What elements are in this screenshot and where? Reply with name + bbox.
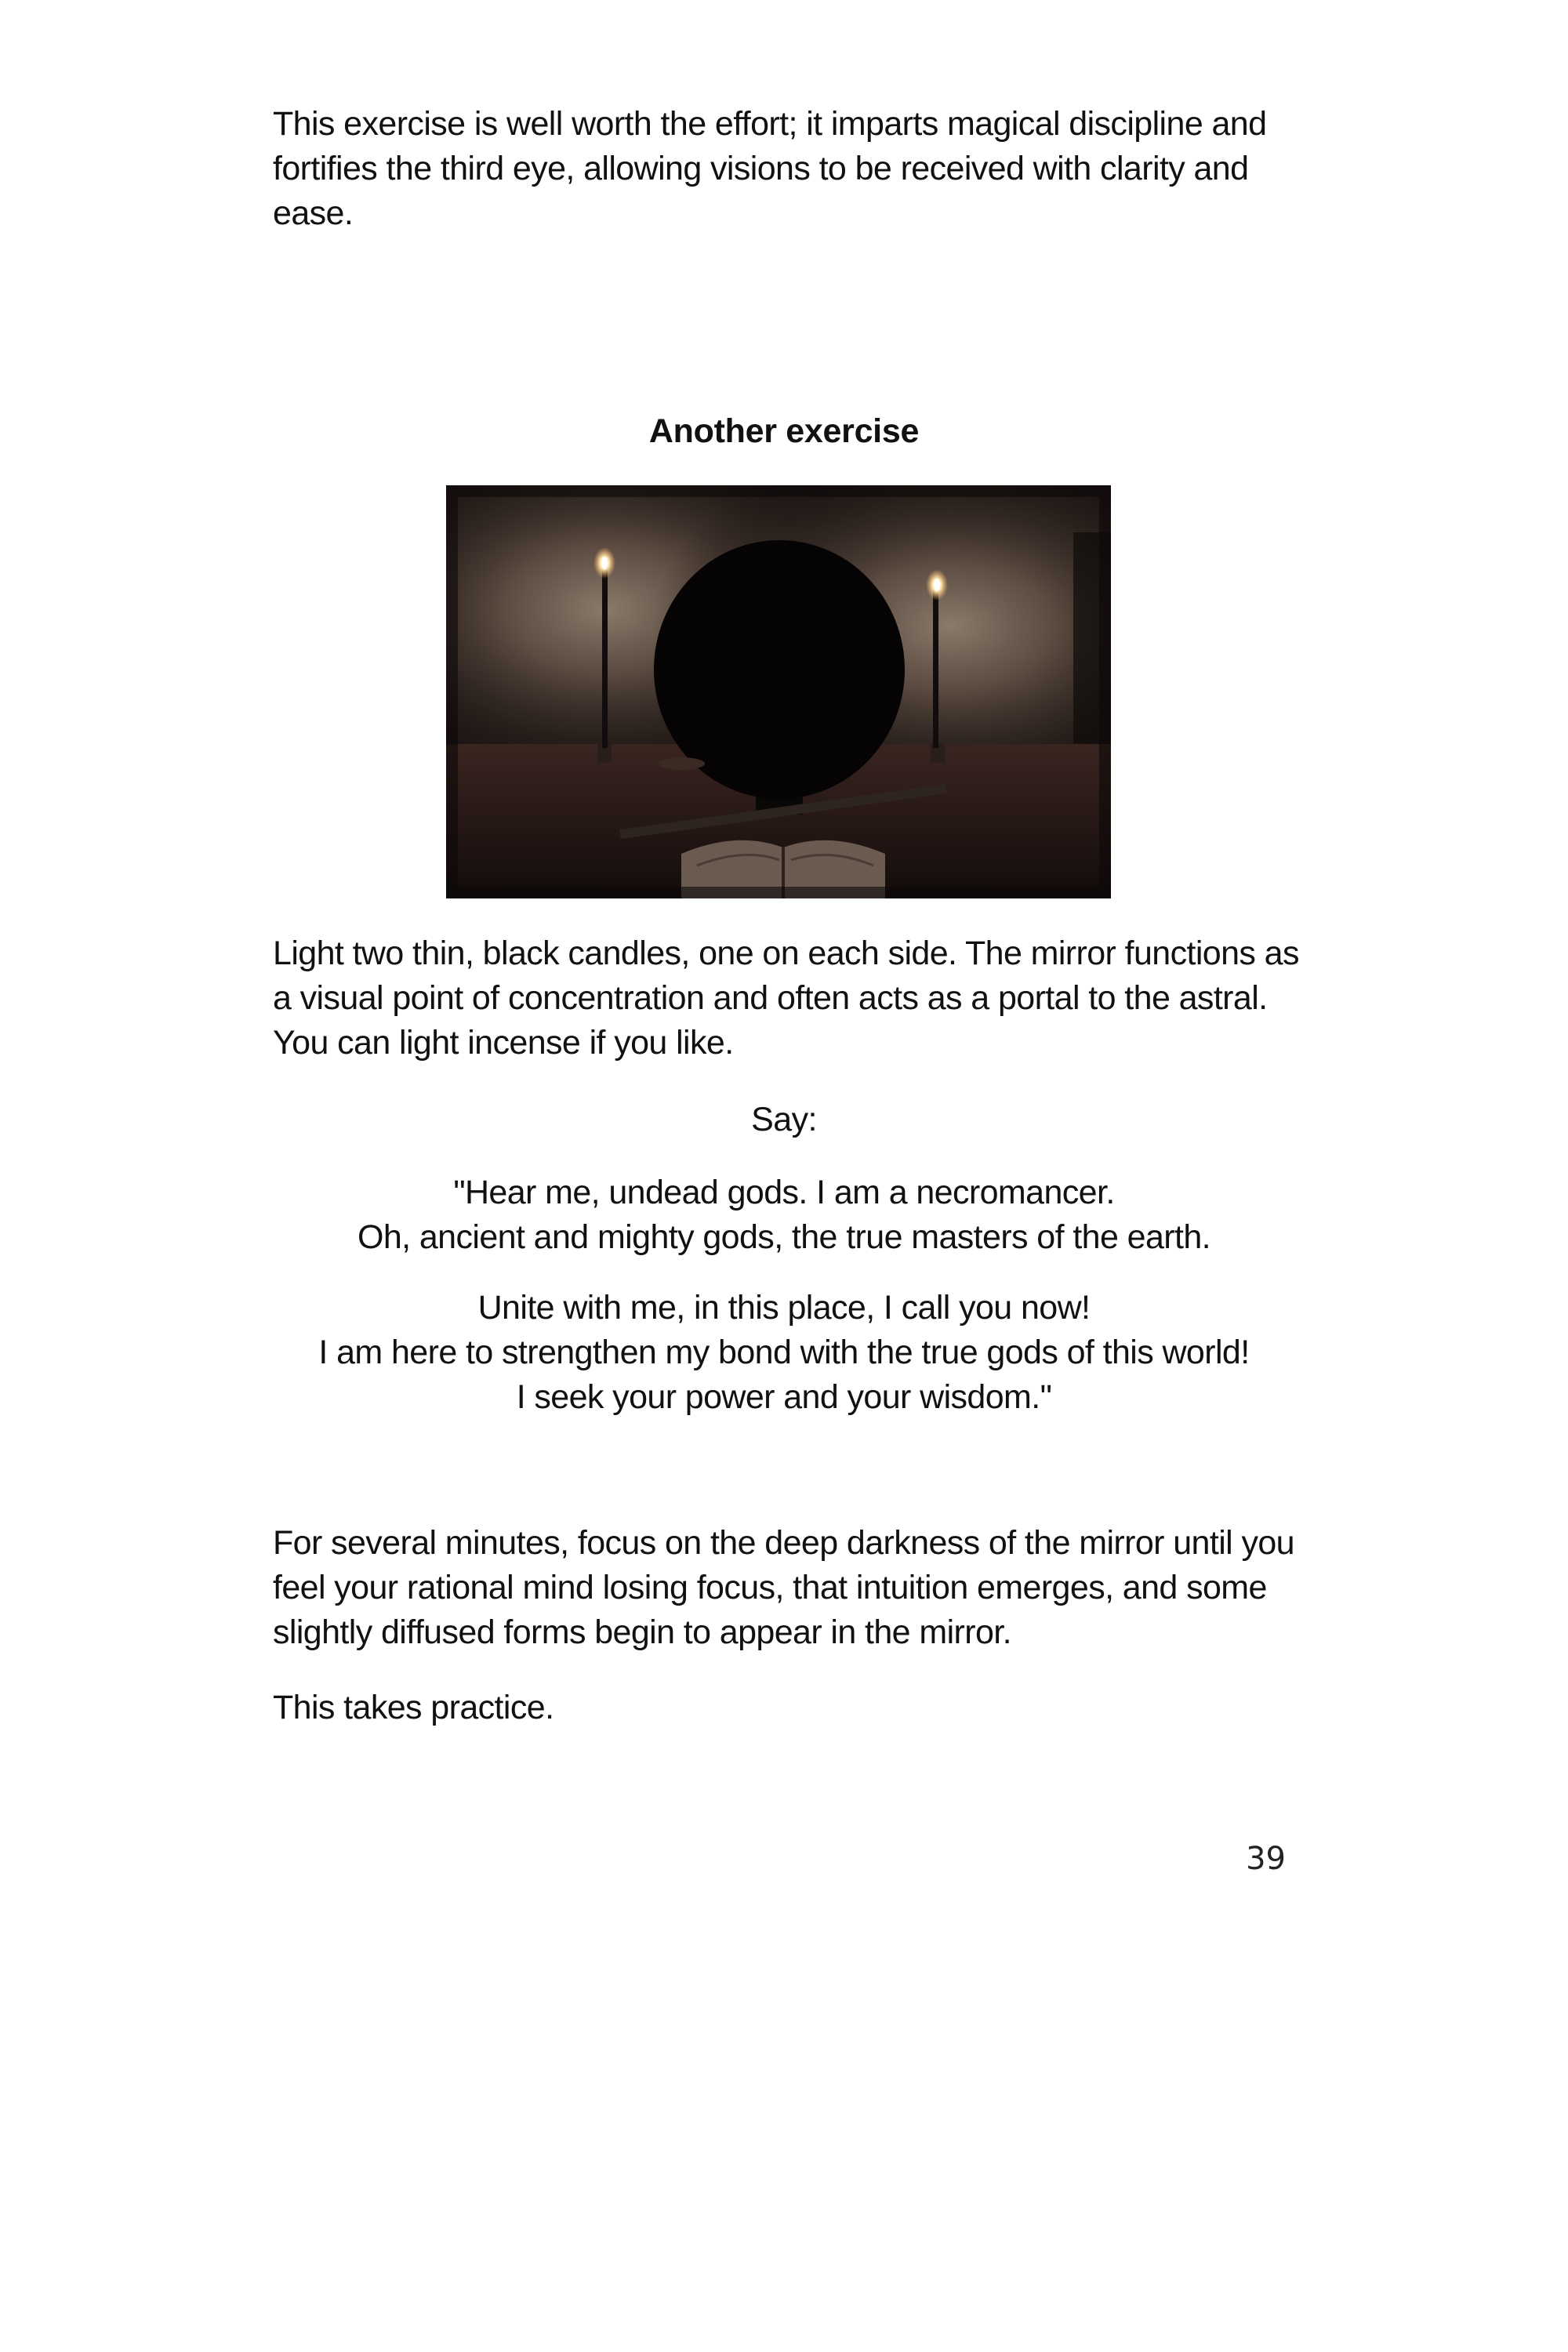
say-label: Say: bbox=[751, 1101, 817, 1138]
intro-paragraph: This exercise is well worth the effort; it imparts magical discipline and fortifies the third eye, allowing visions to be received with clarity and ease. bbox=[273, 105, 1267, 232]
invocation-line: I seek your power and your wisdom." bbox=[516, 1378, 1052, 1416]
page-number: 39 bbox=[1246, 1841, 1286, 1877]
practice-paragraph: This takes practice. bbox=[273, 1689, 554, 1726]
candles-paragraph: Light two thin, black candles, one on each side. The mirror functions as a visual point of concentration and often acts as a portal to the astral. You can light incense if you like. bbox=[273, 935, 1299, 1062]
focus-paragraph: For several minutes, focus on the deep darkness of the mirror until you feel your rational mind losing focus, that intuition emerges, and some slightly diffused forms begin to appear in the mirror. bbox=[273, 1524, 1294, 1651]
invocation-line: I am here to strengthen my bond with the true gods of this world! bbox=[318, 1334, 1250, 1371]
invocation-line: Oh, ancient and mighty gods, the true masters of the earth. bbox=[358, 1218, 1210, 1256]
invocation-line: Unite with me, in this place, I call you now! bbox=[477, 1289, 1091, 1327]
section-heading: Another exercise bbox=[648, 412, 920, 450]
mirror-candles-illustration bbox=[446, 485, 1111, 898]
invocation-line: "Hear me, undead gods. I am a necromancer. bbox=[453, 1174, 1115, 1211]
mirror-candles-photo bbox=[446, 485, 1111, 898]
